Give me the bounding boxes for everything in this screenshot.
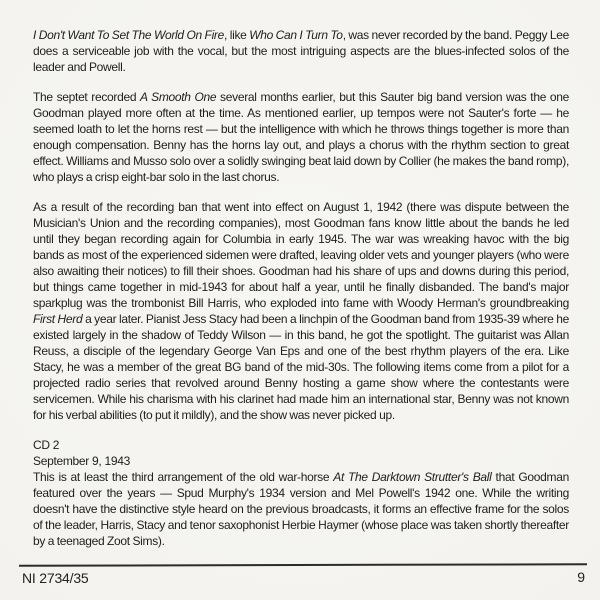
paragraph-recording-ban: As a result of the recording ban that went into effect on August 1, 1942 (there was dispute between the Musician's Union and the recording companies), most Goodman fans know little about the bands he led until they began recording again for Columbia in early 1945. The war was wreaking havoc with the big bands as most of the experienced sidemen were drafted, leaving older vets and younger players (who were also awaiting their notices) to fill their shoes. Goodman had his share of ups and downs during this period, but things came together in mid-1943 for about half a year, until he finally disbanded. The band's major sparkplug was the trombonist Bill Harris, who exploded into fame with Woody Herman's groundbreaking First Herd a year later. Pianist Jess Stacy had been a linchpin of the Goodman band from 1935-39 where he existed largely in the shadow of Teddy Wilson — in this band, he got the spotlight. The guitarist was Allan Reuss, a disciple of the legendary George Van Eps and one of the best rhythm players of the era. Like Stacy, he was a member of the great BG band of the mid-30s. The following items come from a pilot for a projected radio series that revolved around Benny hosting a game show where the contestants were servicemen. While his charisma with his clarinet had made him an international star, Benny was not known for his verbal abilities (to put it mildly), and the show was never picked up. [33,200,569,422]
cd2-section [33,437,569,549]
paragraph-darktown-strutters: This is at least the third arrangement of the old war-horse At The Darktown Strutter's Ball that Goodman featured over the years — Spud Murphy's 1934 version and Mel Powell's 1942 one. While the writing doesn't have the distinctive style heard on the previous broadcasts, it forms an effective frame for the solos of the leader, Harris, Stacy and tenor saxophonist Herbie Haymer (whose place was taken shortly thereafter by a teenaged Zoot Sims). [33,470,569,548]
catalog-number: NI 2734/35 [22,570,89,586]
footer-divider [19,563,587,566]
page-number: 9 [577,569,585,585]
cd2-heading: CD 2 [33,438,60,452]
paragraph-world-on-fire: I Don't Want To Set The World On Fire, like Who Can I Turn To, was never recorded by the band. Peggy Lee does a serviceable job with the vocal, but the most intriguing aspects are the blues-infected solos of the leader and Powell. [33,28,570,74]
paragraph-smooth-one: The septet recorded A Smooth One several months earlier, but this Sauter big band version was the one Goodman played more often at the time. As mentioned earlier, up tempos were not Sauter's forte — he seemed loath to let the horns rest — but the intelligence with which he throws things together is more than enough compensation. Benny has the horns lay out, and plays a chorus with the rhythm section to great effect. Williams and Musso solo over a solidly swinging beat laid down by Collier (he makes the band romp), who plays a crisp eight-bar solo in the last chorus. [33,90,569,184]
liner-notes-text [33,27,569,549]
session-date: September 9, 1943 [33,454,130,468]
